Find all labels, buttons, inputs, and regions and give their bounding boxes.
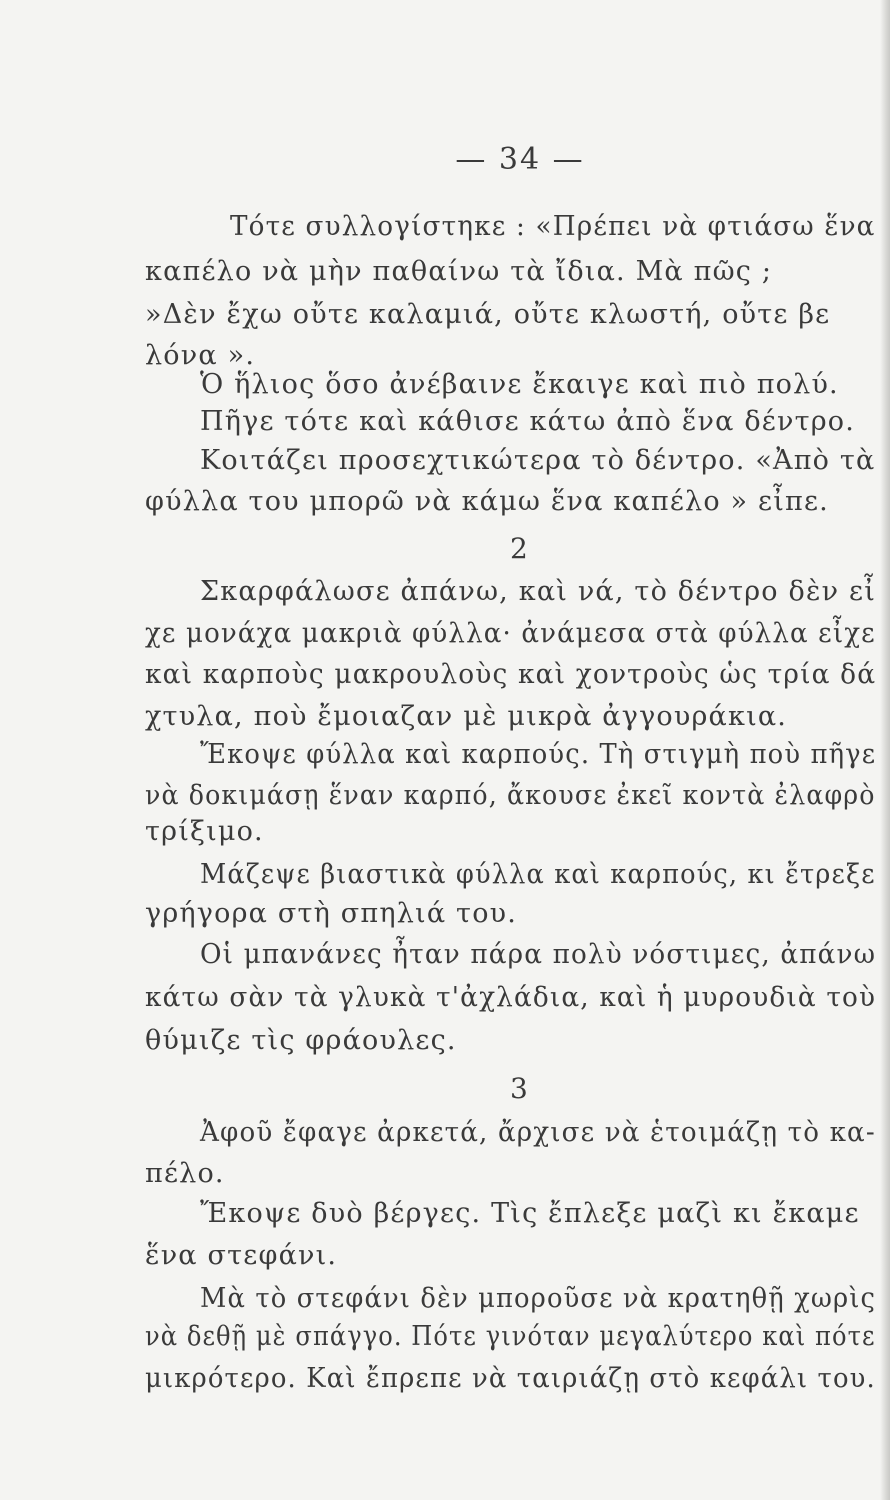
text-line: Ὁ ἥλιος ὅσο ἀνέβαινε ἔκαιγε καὶ πιὸ πολύ. [200,369,839,400]
text-line: χε μονάχα μακριὰ φύλλα· ἀνάμεσα στὰ φύλλα εἶχε [145,618,876,649]
section-number: 3 [510,1072,528,1105]
text-line: τρίξιμο. [145,816,264,847]
text-line: Τότε συλλογίστηκε : «Πρέπει νὰ φτιάσω ἕνα [230,211,876,242]
text-line: »Δὲν ἔχω οὔτε καλαμιά, οὔτε κλωστή, οὔτε βε [145,299,831,330]
page-edge-shadow [880,0,890,1500]
text-line: πέλο. [145,1158,225,1189]
text-line: Σκαρφάλωσε ἀπάνω, καὶ νά, τὸ δέντρο δὲν εἶ [200,576,877,607]
text-line: κάτω σὰν τὰ γλυκὰ τ'ἀχλάδια, καὶ ἡ μυρουδιὰ τοὺ [145,982,877,1013]
text-line: λόνα ». [145,340,256,371]
text-line: ἕνα στεφάνι. [145,1240,338,1271]
text-line: Οἱ μπανάνες ἦταν πάρα πολὺ νόστιμες, ἀπάνω [200,939,877,970]
text-line: Μάζεψε βιαστικὰ φύλλα καὶ καρπούς, κι ἔτρεξε [200,859,876,890]
text-line: Πῆγε τότε καὶ κάθισε κάτω ἀπὸ ἕνα δέντρο. [200,406,856,437]
text-line: Κοιτάζει προσεχτικώτερα τὸ δέντρο. «Ἀπὸ τὰ [200,445,876,476]
text-line: φύλλα του μπορῶ νὰ κάμω ἕνα καπέλο » εἶπε. [145,486,829,517]
text-line: γρήγορα στὴ σπηλιά του. [145,898,518,929]
text-line: νὰ δοκιμάσῃ ἕναν καρπό, ἄκουσε ἐκεῖ κοντὰ ἐλαφρὸ [145,780,876,811]
text-line: Ἔκοψε φύλλα καὶ καρπούς. Τὴ στιγμὴ ποὺ πῆγε [200,739,877,770]
text-line: νὰ δεθῇ μὲ σπάγγο. Πότε γινόταν μεγαλύτερο καὶ πότε [145,1321,876,1352]
text-line: μικρότερο. Καὶ ἔπρεπε νὰ ταιριάζῃ στὸ κεφάλι του. [145,1363,876,1394]
text-line: Ἀφοῦ ἔφαγε ἀρκετά, ἄρχισε νὰ ἑτοιμάζῃ τὸ κα- [200,1117,876,1148]
text-line: καπέλο νὰ μὴν παθαίνω τὰ ἴδια. Μὰ πῶς ; [145,256,773,287]
section-number: 2 [510,532,528,565]
text-line: θύμιζε τὶς φράουλες. [145,1025,457,1056]
text-line: Ἔκοψε δυὸ βέργες. Τὶς ἔπλεξε μαζὶ κι ἔκαμε [200,1198,860,1229]
text-line: καὶ καρποὺς μακρουλοὺς καὶ χοντροὺς ὡς τρία δά [145,659,877,690]
page-number: — 34 — [455,142,585,177]
text-line: Μὰ τὸ στεφάνι δὲν μποροῦσε νὰ κρατηθῇ χωρὶς [200,1283,877,1314]
text-line: χτυλα, ποὺ ἔμοιαζαν μὲ μικρὰ ἀγγουράκια. [145,701,788,732]
